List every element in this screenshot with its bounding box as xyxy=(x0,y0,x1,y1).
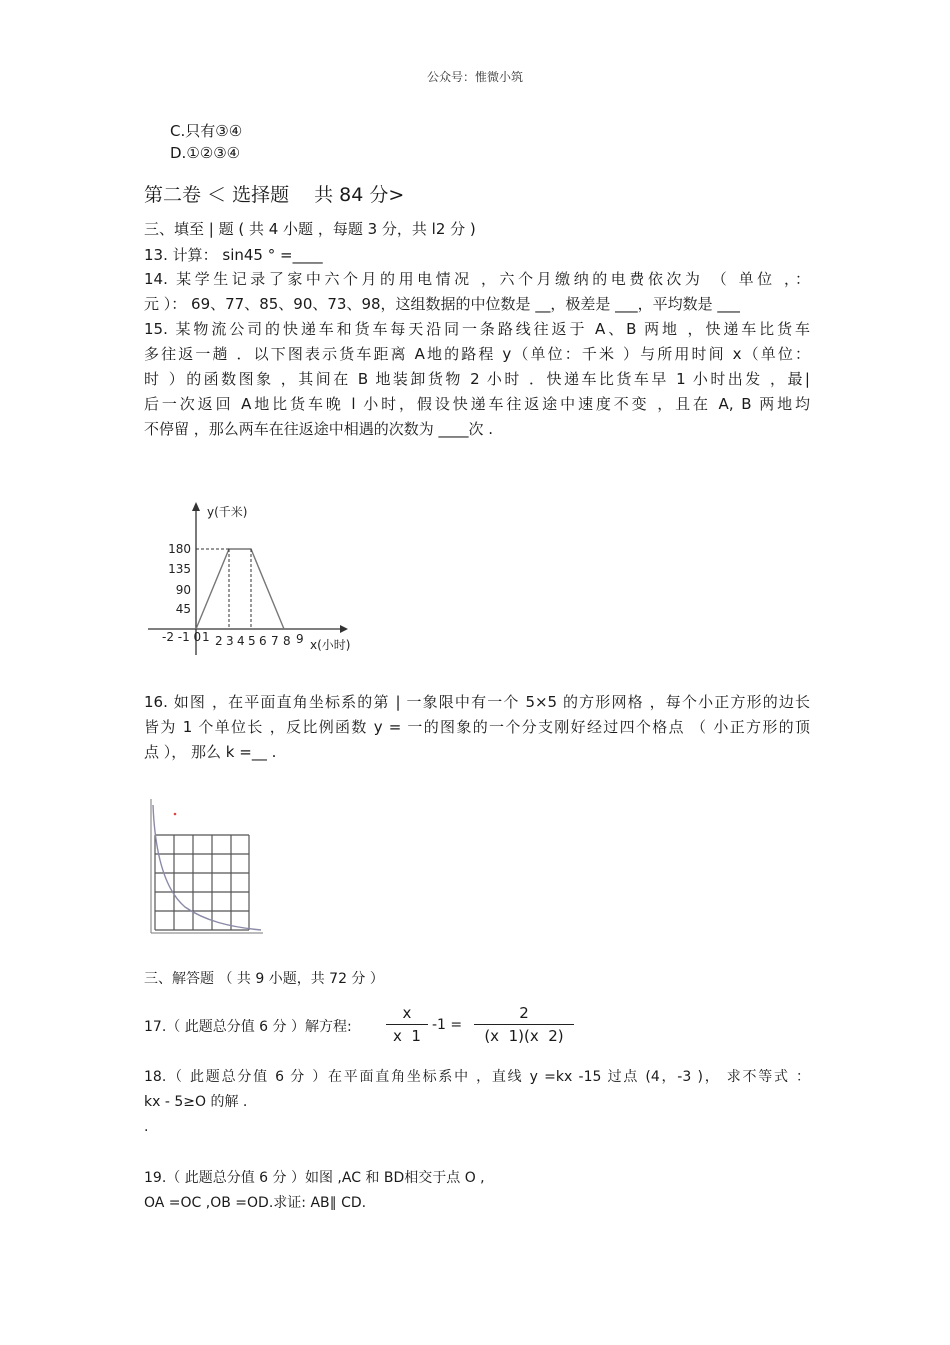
question-16 xyxy=(144,690,810,765)
x-axis-label: x(小时) xyxy=(310,638,351,652)
fraction-denominator: x 1 xyxy=(393,1027,421,1045)
x-tick-label: 3 xyxy=(226,634,234,648)
x-axis-arrow xyxy=(340,625,348,633)
x-tick-label: 6 xyxy=(259,634,267,648)
question-15-line: 15. 某物流公司的快递车和货车每天沿同一条路线往返于 A、B 两地 ，快递车比货车 xyxy=(144,320,810,338)
x-tick-label: 5 xyxy=(248,634,256,648)
fraction-x-over-x1 xyxy=(386,1004,428,1045)
x-tick-label: 7 xyxy=(271,634,279,648)
question-16-line: 皆为 1 个单位长 ，反比例函数 y = 一的图象的一个分支刚好经过四个格点 （ 小正方形的顶 xyxy=(144,718,810,736)
question-19-line1: 19.（ 此题总分值 6 分 ）如图 ,AC 和 BD相交于点 O , xyxy=(144,1170,485,1186)
y-tick-label: 90 xyxy=(175,583,191,597)
question-18-line: kx - 5≥O 的解 . xyxy=(144,1094,248,1110)
y-axis-label: y(千米) xyxy=(207,505,248,519)
fraction-numerator: 2 xyxy=(519,1004,529,1022)
y-tick-label: 45 xyxy=(175,602,191,616)
x-tick-negatives: -2 -1 0 xyxy=(162,630,202,644)
question-14-line: 元 ）： 69、77、85、90、73、98，这组数据的中位数是 __，极差是 ___，平均数是 ___ xyxy=(144,295,740,313)
x-tick-label: 1 xyxy=(202,630,210,644)
question-15-line: 不停留 ，那么两车在往返途中相遇的次数为 ____次 . xyxy=(144,420,494,438)
fraction-2-over-product xyxy=(474,1004,574,1045)
distance-time-graph xyxy=(140,495,370,660)
question-13: 13. 计算： sin45 ° =____ xyxy=(144,246,323,264)
question-15-line: 时 ）的函数图象 ，其间在 B 地装卸货物 2 小时 ．快递车比货车早 1 小时出发 ，最| xyxy=(144,370,810,388)
question-14 xyxy=(144,267,810,317)
option-d: D.①②③④ xyxy=(170,144,241,162)
question-16-line: 16. 如图 ，在平面直角坐标系的第 | 一象限中有一个 5×5 的方形网格 ，每个小正方形的边长 xyxy=(144,693,810,711)
fraction-numerator: x xyxy=(402,1004,412,1022)
question-15-line: 多往返一趟 ．以下图表示货车距离 A地的路程 y（单位：千米 ）与所用时间 x（单位： xyxy=(144,345,810,363)
question-17-prefix: 17.（ 此题总分值 6 分 ）解方程: xyxy=(144,1019,352,1035)
page-header: 公众号：惟微小筑 xyxy=(426,70,523,84)
option-c: C.只有③④ xyxy=(170,122,243,140)
y-axis-arrow xyxy=(192,502,200,511)
x-tick-label: 2 xyxy=(215,634,223,648)
x-tick-label: 9 xyxy=(296,632,304,646)
x-tick-label: 8 xyxy=(283,634,291,648)
equation-middle: -1 = xyxy=(432,1017,463,1033)
truck-distance-line xyxy=(196,549,284,629)
question-14-line: 14. 某学生记录了家中六个月的用电情况 ，六个月缴纳的电费依次为 （ 单位 ，： xyxy=(144,270,810,288)
section-title: 第二卷 ＜ 选择题 共 84 分> xyxy=(144,184,405,206)
question-15 xyxy=(144,317,810,442)
question-18-line: 18.（ 此题总分值 6 分 ）在平面直角坐标系中 ，直线 y =kx -15 过点 (4，-3 )， 求不等式 ： xyxy=(144,1069,810,1085)
question-18 xyxy=(144,1065,810,1140)
fraction-denominator: (x 1)(x 2) xyxy=(484,1027,564,1045)
solve-heading: 三、解答题 （ 共 9 小题，共 72 分 ） xyxy=(144,971,384,987)
fill-heading: 三、填至 | 题 ( 共 4 小题 ，每题 3 分，共 l2 分 ) xyxy=(144,220,476,238)
fraction-bar xyxy=(474,1024,574,1025)
question-15-line: 后一次返回 A地比货车晚 l 小时，假设快递车往返途中速度不变 ，且在 A, B 两地均 xyxy=(144,395,810,413)
question-19-line2: OA =OC ,OB =OD.求证: AB∥ CD. xyxy=(144,1195,367,1211)
fraction-bar xyxy=(386,1024,428,1025)
marker-dot xyxy=(174,813,177,816)
grid-hyperbola-figure xyxy=(145,795,270,940)
question-16-line: 点 ）， 那么 k =__ . xyxy=(144,743,277,761)
question-18-line: . xyxy=(144,1119,149,1135)
y-tick-label: 135 xyxy=(168,562,191,576)
y-tick-label: 180 xyxy=(168,542,191,556)
x-tick-label: 4 xyxy=(237,634,245,648)
